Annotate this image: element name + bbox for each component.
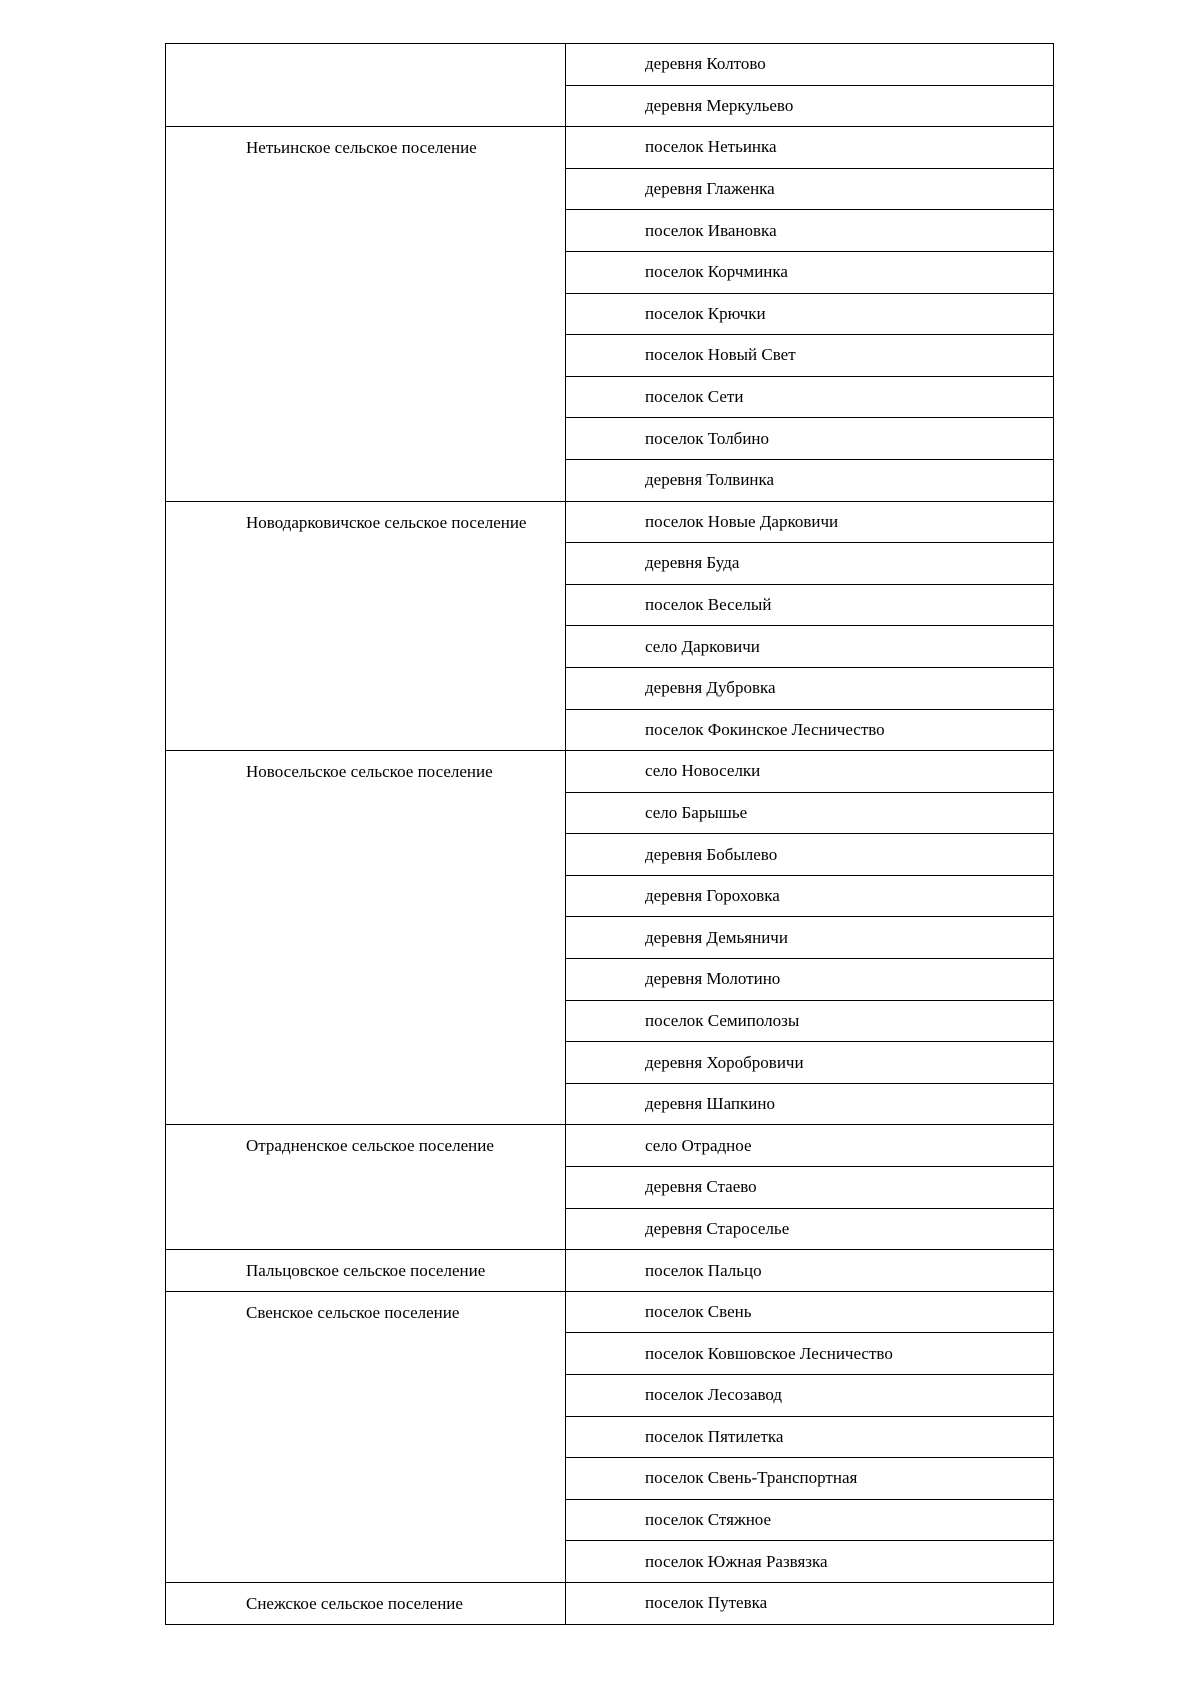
- locality-cell: поселок Пальцо: [566, 1250, 1054, 1292]
- locality-cell: поселок Ивановка: [566, 210, 1054, 252]
- table-row: [166, 1291, 1054, 1333]
- locality-cell: поселок Веселый: [566, 584, 1054, 626]
- table-row: [166, 1125, 1054, 1167]
- locality-cell: поселок Пятилетка: [566, 1416, 1054, 1458]
- locality-cell: поселок Ковшовское Лесничество: [566, 1333, 1054, 1375]
- table-row: [166, 751, 1054, 793]
- locality-cell: село Новоселки: [566, 751, 1054, 793]
- locality-cell: поселок Семиполозы: [566, 1000, 1054, 1042]
- locality-cell: деревня Гороховка: [566, 875, 1054, 917]
- locality-cell: деревня Толвинка: [566, 459, 1054, 501]
- municipality-cell: Отрадненское сельское поселение: [166, 1125, 566, 1250]
- locality-cell: поселок Свень: [566, 1291, 1054, 1333]
- locality-cell: деревня Шапкино: [566, 1083, 1054, 1125]
- locality-cell: деревня Демьяничи: [566, 917, 1054, 959]
- locality-cell: деревня Молотино: [566, 959, 1054, 1001]
- locality-cell: деревня Староселье: [566, 1208, 1054, 1250]
- municipality-cell: Новодарковичское сельское поселение: [166, 501, 566, 751]
- settlements-table-body: [166, 44, 1054, 1625]
- locality-cell: поселок Корчминка: [566, 251, 1054, 293]
- locality-cell: поселок Лесозавод: [566, 1375, 1054, 1417]
- table-row: [166, 1582, 1054, 1624]
- locality-cell: деревня Колтово: [566, 44, 1054, 86]
- locality-cell: село Барышье: [566, 792, 1054, 834]
- locality-cell: поселок Сети: [566, 376, 1054, 418]
- locality-cell: деревня Дубровка: [566, 667, 1054, 709]
- municipality-cell: Новосельское сельское поселение: [166, 751, 566, 1125]
- locality-cell: деревня Буда: [566, 543, 1054, 585]
- locality-cell: поселок Свень-Транспортная: [566, 1458, 1054, 1500]
- locality-cell: деревня Меркульево: [566, 85, 1054, 127]
- table-row: [166, 501, 1054, 543]
- locality-cell: деревня Бобылево: [566, 834, 1054, 876]
- locality-cell: деревня Стаево: [566, 1167, 1054, 1209]
- locality-cell: поселок Толбино: [566, 418, 1054, 460]
- locality-cell: деревня Глаженка: [566, 168, 1054, 210]
- locality-cell: поселок Стяжное: [566, 1499, 1054, 1541]
- municipality-cell: Свенское сельское поселение: [166, 1291, 566, 1582]
- table-row: [166, 44, 1054, 86]
- municipality-cell: Пальцовское сельское поселение: [166, 1250, 566, 1292]
- locality-cell: поселок Крючки: [566, 293, 1054, 335]
- locality-cell: поселок Новые Дарковичи: [566, 501, 1054, 543]
- municipality-cell: [166, 44, 566, 127]
- municipality-cell: Снежское сельское поселение: [166, 1582, 566, 1624]
- locality-cell: поселок Новый Свет: [566, 335, 1054, 377]
- locality-cell: деревня Хоробровичи: [566, 1042, 1054, 1084]
- locality-cell: поселок Южная Развязка: [566, 1541, 1054, 1583]
- locality-cell: поселок Нетьинка: [566, 127, 1054, 169]
- locality-cell: село Дарковичи: [566, 626, 1054, 668]
- locality-cell: село Отрадное: [566, 1125, 1054, 1167]
- locality-cell: поселок Фокинское Лесничество: [566, 709, 1054, 751]
- locality-cell: поселок Путевка: [566, 1582, 1054, 1624]
- settlements-table: [165, 43, 1054, 1625]
- table-row: [166, 1250, 1054, 1292]
- table-row: [166, 127, 1054, 169]
- municipality-cell: Нетьинское сельское поселение: [166, 127, 566, 501]
